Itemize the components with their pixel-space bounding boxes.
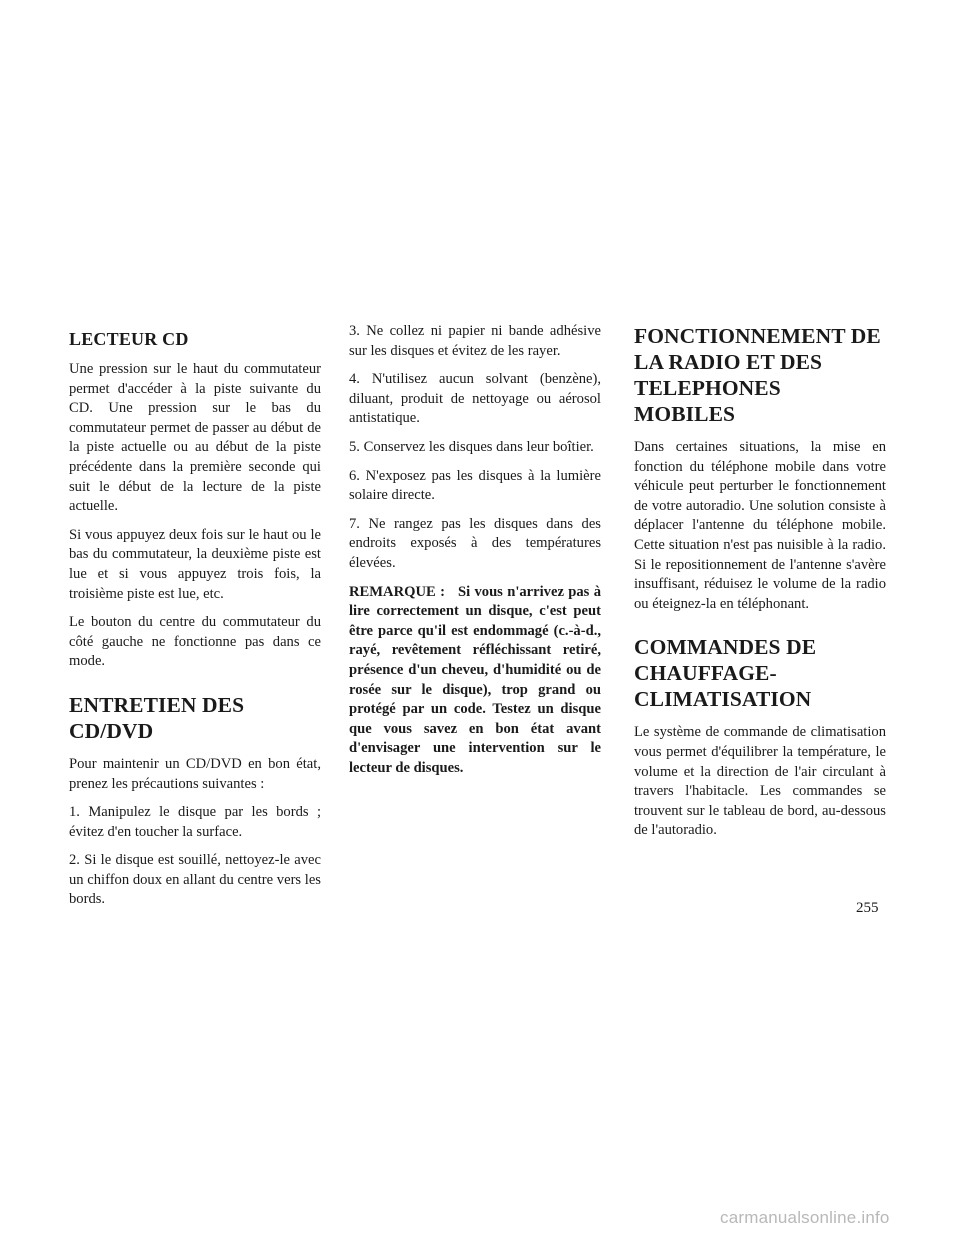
watermark: carmanualsonline.info — [720, 1208, 890, 1227]
section-title-radio — [634, 323, 886, 427]
list-item: 7. Ne rangez pas les disques dans des endroits exposés à des températures élevées. — [349, 515, 601, 571]
page-number: 255 — [856, 900, 879, 916]
paragraph: Le système de commande de climatisation vous permet d'équilibrer la température, le volume et la direction de l'air circulant à travers l'habitacle. Les commandes se trouvent sur le tableau de bord, au-dessous de l'autoradio. — [634, 724, 886, 839]
list-item: 6. N'exposez pas les disques à la lumière solaire directe. — [349, 467, 601, 504]
section-title-lecteur-cd: LECTEUR CD — [69, 329, 189, 349]
paragraph: Le bouton du centre du commutateur du côté gauche ne fonctionne pas dans ce mode. — [69, 614, 321, 670]
column-left — [69, 322, 321, 919]
paragraph: Si vous appuyez deux fois sur le haut ou le bas du commutateur, la deuxième piste est lue et si vous appuyez trois fois, la troisième piste est lue, etc. — [69, 526, 321, 602]
note-text: Si vous n'arrivez pas à lire correctement un disque, c'est peut être parce qu'il est endommagé (c.-à-d., rayé, revêtement réfléchissant retiré, présence d'un cheveu, d'humidité ou de rosée sur le disque), trop grand ou protégé par un code. Testez un disque que vous savez en bon état avant d'envisager une intervention sur le lecteur de disques. — [349, 583, 601, 776]
title-line: TELEPHONES MOBILES — [634, 376, 781, 426]
list-item: 4. N'utilisez aucun solvant (benzène), diluant, produit de nettoyage ou aérosol antistatique. — [349, 371, 601, 427]
list-item: 1. Manipulez le disque par les bords ; évitez d'en toucher la surface. — [69, 804, 321, 840]
note-remarque — [349, 583, 601, 779]
title-line: CHAUFFAGE- — [634, 661, 777, 686]
title-line: LA RADIO ET DES — [634, 350, 823, 374]
paragraph: Dans certaines situations, la mise en fonction du téléphone mobile dans votre véhicule peut perturber le fonctionnement de votre autoradio. Une solution consiste à déplacer l'antenne du téléphone mobile. Cette situation n'est pas nuisible à la radio. Si le repositionnement de l'antenne s'avère insuffisant, réduisez le volume de la radio ou éteignez-la en téléphonant. — [634, 439, 886, 612]
list-item: 2. Si le disque est souillé, nettoyez-le avec un chiffon doux en allant du centre vers les bords. — [69, 852, 321, 908]
title-line: COMMANDES DE — [634, 635, 817, 660]
note-label: REMARQUE : — [349, 583, 445, 600]
section-title-entretien: ENTRETIEN DES CD/DVD — [69, 692, 245, 743]
paragraph: Une pression sur le haut du commutateur permet d'accéder à la piste suivante du CD. Une pression sur le bas du commutateur permet de passer au début de la piste actuelle ou au début de la piste précédente dans la première seconde qui suit le début de la lecture de la piste actuelle. — [69, 361, 321, 515]
column-right — [634, 323, 886, 850]
list-item: 5. Conservez les disques dans leur boîtier. — [349, 438, 594, 455]
section-title-chauffage — [634, 634, 886, 712]
paragraph: Pour maintenir un CD/DVD en bon état, prenez les précautions suivantes : — [69, 755, 321, 792]
list-item: 3. Ne collez ni papier ni bande adhésive sur les disques et évitez de les rayer. — [349, 323, 601, 359]
title-line: CLIMATISATION — [634, 687, 812, 712]
title-line: FONCTIONNEMENT DE — [634, 324, 881, 348]
column-middle — [349, 322, 601, 787]
